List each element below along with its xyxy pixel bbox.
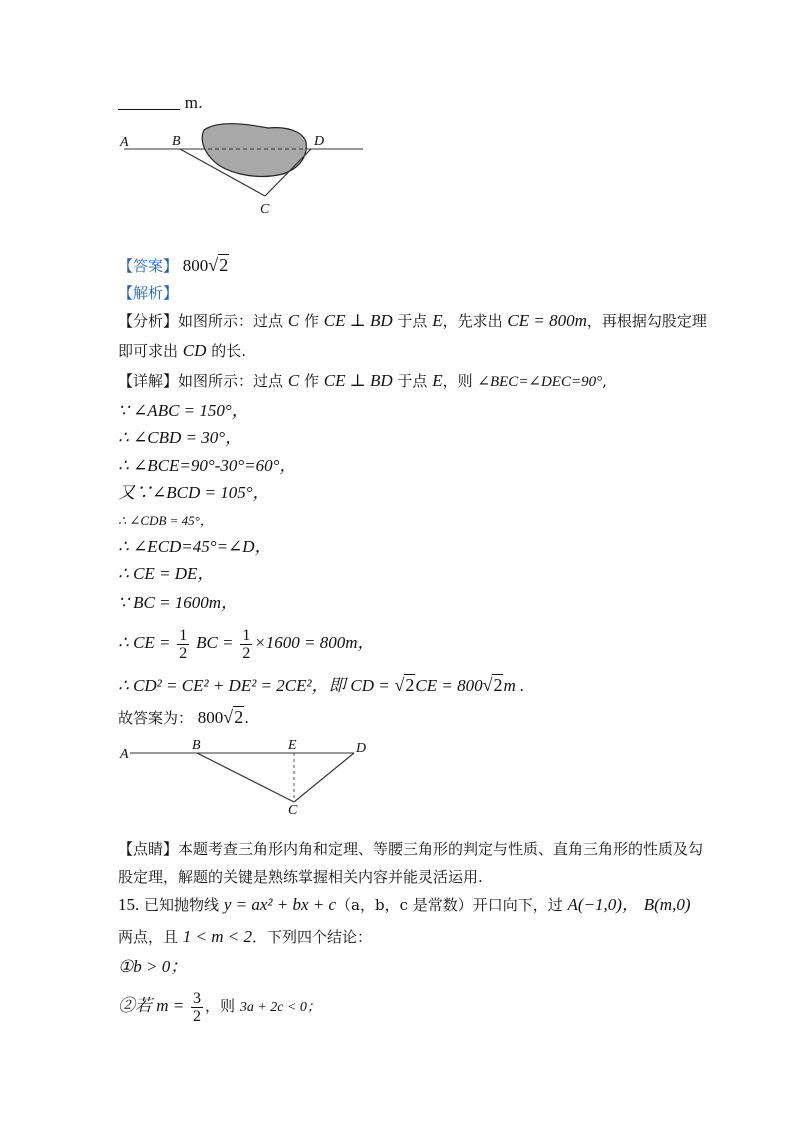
q15-conclusion-1: ①b > 0； [118, 957, 188, 976]
denominator: 2 [193, 1007, 202, 1025]
math-mid2: ×1600 = 800m， [254, 633, 375, 652]
text: 如图所示：过点 [178, 372, 284, 390]
analysis-line-2 [118, 340, 246, 362]
step-5: ∴ ∠CDB = 45°， [118, 513, 213, 528]
math-E: E [432, 371, 443, 390]
label-B: B [172, 134, 181, 149]
math-ce: CE = 800 [415, 676, 483, 695]
math-angles: ∠BEC=∠DEC=90° [477, 374, 603, 390]
text: 故答案为： [118, 709, 194, 727]
unit-m: m [184, 93, 199, 112]
math-E: E [432, 311, 443, 330]
radicand: 2 [493, 675, 503, 695]
math-res: 3a + 2c < 0； [239, 1000, 321, 1015]
math-eq: y = ax² + bx + c [223, 895, 337, 914]
math-ce: CE = 800m [507, 311, 587, 330]
math-perp: CE ⊥ BD [323, 311, 393, 330]
q15-conclusion-2 [118, 986, 321, 1028]
step-8: ∵ BC = 1600m， [118, 593, 239, 612]
step-fraction [118, 624, 375, 662]
math-pre: ②若 m = [118, 996, 185, 1015]
text: 即可求出 [118, 342, 179, 360]
sqrt: √2 [482, 675, 503, 695]
step-1: ∵ ∠ABC = 150°， [118, 401, 249, 420]
radicand: 2 [234, 707, 244, 727]
figure-triangle [118, 734, 368, 814]
label-D: D [314, 134, 325, 149]
denominator: 2 [179, 644, 188, 662]
math-perp: CE ⊥ BD [323, 371, 393, 390]
text: 如图所示：过点 [178, 312, 284, 330]
text: ，则 [205, 997, 236, 1015]
answer-tag: 【答案】 [118, 257, 179, 275]
math-mid: BC = [196, 633, 234, 652]
math-pre: ∴ CE = [118, 633, 171, 652]
text: 的长. [211, 342, 246, 360]
text: ，则 [442, 372, 473, 390]
text: 两点，且 [118, 928, 179, 946]
label-D: D [356, 741, 367, 756]
text: ，再根据勾股定理 [586, 312, 707, 330]
step-4: 又∵∠BCD = 105°， [118, 483, 270, 502]
period: . [198, 94, 203, 112]
fraction-three-halves [191, 990, 203, 1025]
math-end: m . [503, 676, 525, 695]
analysis-tag-inline: 【分析】 [118, 312, 179, 330]
answer-value: 800 [182, 256, 209, 275]
text: , [602, 372, 607, 390]
point-B: B(m,0) [643, 895, 691, 914]
step-6: ∴ ∠ECD=45°=∠D， [118, 537, 272, 556]
text: ．下列四个结论： [252, 928, 373, 946]
label-E: E [288, 738, 297, 753]
label-A: A [120, 135, 129, 150]
label-C: C [288, 803, 298, 814]
radicand: 2 [405, 675, 415, 695]
math-C: C [287, 311, 300, 330]
math-cd: CD [182, 341, 207, 360]
text: 于点 [397, 372, 428, 390]
numerator: 1 [179, 626, 188, 644]
blank-line [118, 92, 203, 114]
step-7: ∴ CE = DE， [118, 564, 215, 583]
comment-line-1 [118, 838, 703, 860]
text: 作 [303, 372, 319, 390]
math-cond: 1 < m < 2 [182, 927, 253, 946]
radicand: 2 [219, 255, 229, 275]
q15-line-2 [118, 926, 372, 948]
period: . [244, 709, 249, 727]
answer-sqrt: √2 [208, 255, 229, 275]
comment-line-2: 股定理，解题的关键是熟练掌握相关内容并能灵活运用. [118, 868, 483, 886]
detail-line-1 [118, 370, 607, 393]
math-C: C [287, 371, 300, 390]
text: 于点 [397, 312, 428, 330]
text: ，先求出 [442, 312, 503, 330]
conclusion-line [118, 706, 249, 729]
step-2: ∴ ∠CBD = 30°， [118, 428, 243, 447]
math-cd: CD = [350, 676, 390, 695]
fraction-half [177, 627, 189, 662]
label-B: B [192, 738, 201, 753]
detail-tag: 【详解】 [118, 372, 179, 390]
sqrt: √2 [223, 707, 244, 727]
conclusion-value: 800 [197, 708, 224, 727]
text: 作 [303, 312, 319, 330]
comment-tag: 【点睛】 [118, 840, 179, 858]
math-pythag: ∴ CD² = CE² + DE² = 2CE²，即 [118, 676, 346, 695]
text: 已知抛物线 [144, 896, 220, 914]
text: （a，b，c 是常数）开口向下，过 [336, 896, 563, 914]
question-number: 15. [118, 895, 140, 914]
numerator: 3 [193, 989, 202, 1007]
step-3: ∴ ∠BCE=90°-30°=60°， [118, 456, 297, 475]
figure-lake [118, 118, 368, 218]
label-A: A [120, 747, 129, 762]
label-C: C [260, 202, 270, 217]
sqrt: √2 [394, 675, 415, 695]
analysis-tag: 【解析】 [118, 284, 179, 302]
answer-line [118, 254, 229, 277]
analysis-line-1 [118, 310, 707, 332]
text: 本题考查三角形内角和定理、等腰三角形的判定与性质、直角三角形的性质及勾 [178, 840, 704, 858]
step-cd [118, 674, 524, 697]
q15-line-1 [118, 894, 690, 916]
answer-blank [118, 95, 180, 110]
numerator: 1 [242, 626, 251, 644]
fraction-half-2 [240, 627, 252, 662]
denominator: 2 [242, 644, 251, 662]
point-A: A(−1,0)， [567, 895, 639, 914]
